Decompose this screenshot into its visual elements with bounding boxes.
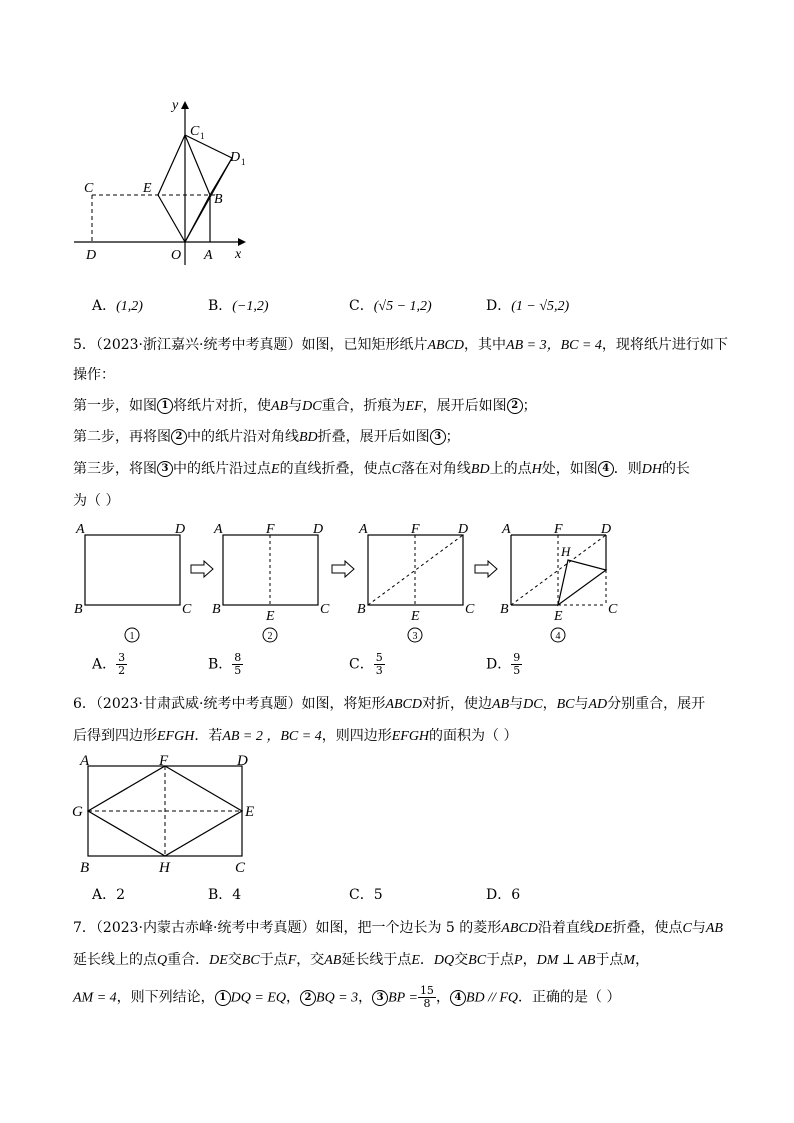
svg-text:A: A [359, 522, 368, 537]
svg-text:D: D [458, 522, 469, 537]
svg-text:C: C [235, 860, 246, 876]
fig-label-d1-sub: 1 [241, 157, 246, 167]
q5-option-a[interactable]: A． $\frac{3}{2}$ [92, 651, 126, 677]
q4-option-b[interactable]: B．(−1,2) [208, 298, 269, 314]
q5-step1: 第一步，如图 1 将纸片对折，使AB与DC重合，折痕为EF，展开后如图 2 ； [73, 398, 537, 414]
fig-label-d: D [86, 248, 97, 263]
q6-figure [70, 752, 270, 877]
svg-text:E: E [411, 609, 420, 624]
svg-text:A: A [502, 522, 511, 537]
svg-text:B: B [500, 602, 509, 617]
q7-text-line1: 7．（2023·内蒙古赤峰·统考中考真题）如图，把一个边长为 5 的菱形ABCD沿着直线DE折叠，使点C与AB [73, 920, 723, 936]
q6-option-a[interactable]: A．2 [92, 887, 126, 903]
svg-text:E: E [245, 804, 255, 820]
svg-text:A: A [76, 522, 85, 537]
svg-text:B: B [357, 602, 366, 617]
q5-option-d[interactable]: D． $\frac{9}{5}$ [486, 651, 521, 677]
fig-label-x: x [235, 247, 242, 262]
svg-text:F: F [266, 522, 275, 537]
fig-label-d1: D [230, 150, 241, 165]
fig-label-c1-sub: 1 [200, 131, 205, 141]
q5-step3: 第三步，将图 3 中的纸片沿过点E的直线折叠，使点C落在对角线BD上的点H处，如图 4 ．则DH的长 [73, 461, 690, 477]
svg-text:C: C [608, 602, 618, 617]
q4-option-c[interactable]: C．(√5 − 1,2) [349, 298, 432, 314]
svg-text:F: F [554, 522, 563, 537]
svg-text:B: B [80, 860, 90, 876]
svg-text:G: G [72, 804, 83, 820]
q6-text-line1: 6．（2023·甘肃武威·统考中考真题）如图，将矩形ABCD对折，使边AB与DC，BC与AD分别重合，展开 [73, 696, 706, 712]
svg-text:A: A [214, 522, 223, 537]
circled-labels [125, 628, 565, 642]
svg-text:1: 1 [129, 631, 135, 642]
q4-option-d[interactable]: D．(1 − √5,2) [486, 298, 570, 314]
svg-text:B: B [74, 602, 83, 617]
fig-label-y: y [172, 98, 179, 113]
q6-text-line2: 后得到四边形EFGH．若AB = 2 ，BC = 4，则四边形EFGH的面积为（ ） [73, 728, 518, 744]
q5-option-b[interactable]: B． $\frac{8}{5}$ [208, 651, 242, 677]
q5-text-end: 为（ ） [73, 493, 120, 509]
q6-option-d[interactable]: D．6 [486, 887, 521, 903]
q5-step2: 第二步，再将图 2 中的纸片沿对角线BD折叠，展开后如图 3 ； [73, 429, 460, 445]
q5-text-line1: 5．（2023·浙江嘉兴·统考中考真题）如图，已知矩形纸片ABCD，其中AB = 3，BC = 4，现将纸片进行如下 [73, 337, 728, 353]
svg-text:F: F [159, 753, 169, 769]
fig-label-e: E [143, 181, 152, 196]
svg-text:E: E [266, 609, 275, 624]
q5-figures [70, 515, 630, 647]
svg-text:3: 3 [412, 631, 418, 642]
q5-option-c[interactable]: C． $\frac{5}{3}$ [349, 651, 383, 677]
fig-label-o: O [171, 248, 182, 263]
q7-text-line2: 延长线上的点Q重合．DE交BC于点F，交AB延长线于点E．DQ交BC于点P，DM ⊥ AB于点M， [73, 952, 650, 968]
q6-option-b[interactable]: B．4 [208, 887, 242, 903]
svg-text:4: 4 [555, 631, 561, 642]
q7-text-line3: AM = 4，则下列结论， 1 DQ = EQ， 2 BQ = 3， 3 BP = $\frac{15}{8}$ ， 4 BD // FQ．正确的是（ ） [73, 984, 621, 1010]
svg-text:D: D [237, 753, 248, 769]
fig-label-c1: C [190, 124, 200, 139]
svg-text:C: C [320, 602, 330, 617]
svg-text:H: H [159, 860, 170, 876]
svg-text:C: C [182, 602, 192, 617]
q5-text-line2: 操作： [73, 367, 115, 383]
svg-text:D: D [313, 522, 324, 537]
q4-option-a[interactable]: A．(1,2) [92, 298, 143, 314]
svg-text:B: B [212, 602, 221, 617]
svg-text:D: D [601, 522, 612, 537]
svg-text:E: E [554, 609, 563, 624]
svg-text:2: 2 [267, 631, 273, 642]
svg-text:C: C [465, 602, 475, 617]
fig-label-a: A [204, 248, 213, 263]
svg-text:A: A [80, 753, 90, 769]
svg-text:D: D [175, 522, 186, 537]
svg-text:H: H [561, 544, 571, 559]
fig-label-c: C [84, 181, 94, 196]
q4-coordinate-figure [70, 95, 260, 270]
svg-text:F: F [411, 522, 420, 537]
q6-option-c[interactable]: C．5 [349, 887, 383, 903]
fig-label-b: B [214, 192, 223, 207]
